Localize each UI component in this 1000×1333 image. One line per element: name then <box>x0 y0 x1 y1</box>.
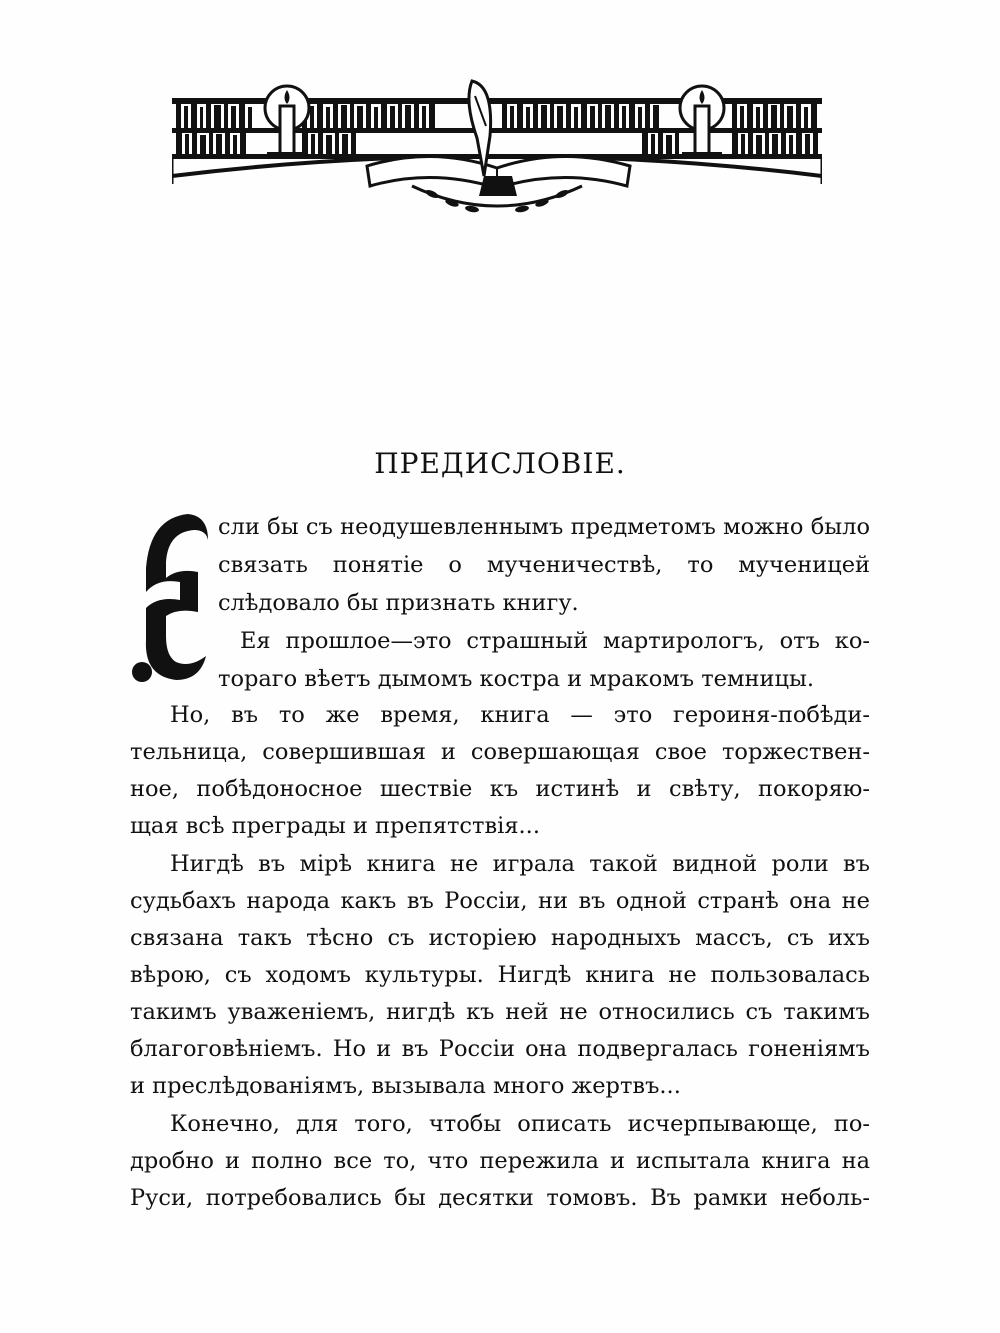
text-line: ное, побѣдоносное шествіе къ истинѣ и свѣту, покоряю- <box>130 776 870 802</box>
text-line: вѣрою, съ ходомъ культуры. Нигдѣ книга не пользовалась <box>130 962 870 988</box>
drop-cap-letter-e-icon <box>128 508 212 688</box>
text-line: такимъ уваженіемъ, нигдѣ къ ней не относились съ такимъ <box>130 999 870 1025</box>
text-line: дробно и полно все то, что пережила и испытала книга на <box>130 1148 870 1174</box>
text-line: Ея прошлое—это страшный мартирологъ, отъ ко- <box>240 628 870 654</box>
page-title: ПРЕДИСЛОВІЕ. <box>374 447 626 480</box>
text-line: и преслѣдованіямъ, вызывала много жертвъ... <box>130 1073 681 1099</box>
bookshelf-headpiece-icon <box>172 76 822 226</box>
text-line: сли бы съ неодушевленнымъ предметомъ можно было <box>218 514 870 540</box>
text-line: тораго вѣетъ дымомъ костра и мракомъ темницы. <box>218 666 814 692</box>
text-line: связать понятіе о мученичествѣ, то мученицей <box>218 552 870 578</box>
text-line: Но, въ то же время, книга — это героиня-побѣди- <box>170 702 870 728</box>
text-line: благоговѣніемъ. Но и въ Россіи она подвергалась гоненіямъ <box>130 1036 870 1062</box>
text-line: тельница, совершившая и совершающая свое торжествен- <box>130 739 870 765</box>
text-line: связана такъ тѣсно съ исторіею народныхъ массъ, съ ихъ <box>130 925 870 951</box>
text-line: Нигдѣ въ мірѣ книга не играла такой видной роли въ <box>170 851 870 877</box>
text-line: слѣдовало бы признать книгу. <box>218 590 579 616</box>
text-line: щая всѣ преграды и препятствія... <box>130 813 540 839</box>
text-line: Руси, потребовались бы десятки томовъ. Въ рамки неболь- <box>130 1185 870 1211</box>
text-line: Конечно, для того, чтобы описать исчерпывающе, по- <box>170 1111 870 1137</box>
text-line: судьбахъ народа какъ въ Россіи, ни въ одной странѣ она не <box>130 888 870 914</box>
